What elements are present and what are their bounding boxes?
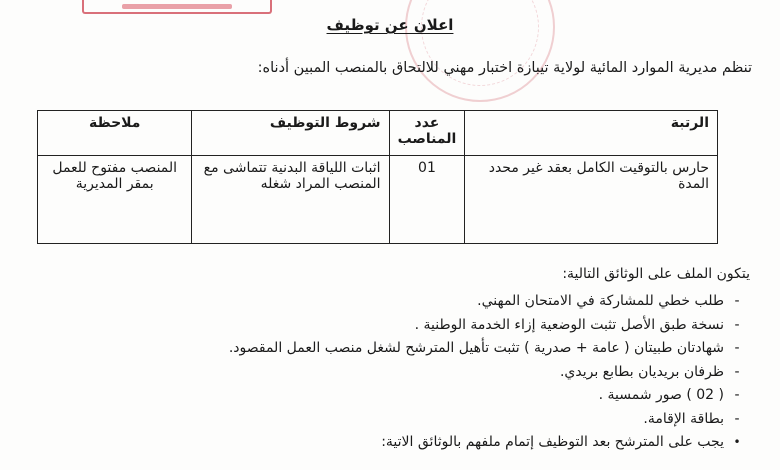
list-marker: - — [734, 316, 740, 333]
header-count: عدد المناصب — [389, 111, 465, 156]
list-item-text: ( 02 ) صور شمسية . — [598, 387, 724, 403]
cell-rank: حارس بالتوقيت الكامل بعقد غير محدد المدة — [465, 156, 718, 244]
list-marker: - — [734, 293, 740, 309]
list-item — [60, 361, 750, 385]
list-item-text: يجب على المترشح بعد التوظيف إتمام ملفهم بالوثائق الاتية: — [381, 434, 724, 450]
header-rank: الرتبة — [465, 111, 718, 156]
list-item — [60, 384, 750, 408]
cell-note: المنصب مفتوح للعمل بمقر المديرية — [38, 156, 192, 244]
list-marker: - — [734, 387, 740, 403]
positions-table — [37, 110, 718, 244]
list-item — [60, 431, 750, 455]
header-conditions: شروط التوظيف — [192, 111, 389, 156]
announcement-title-text: اعلان عن توظيف — [326, 16, 454, 34]
table-row — [38, 156, 718, 244]
red-stamp — [82, 0, 272, 14]
list-item-text: نسخة طبق الأصل تثبت الوضعية إزاء الخدمة الوطنية . — [414, 316, 724, 333]
list-marker: - — [734, 340, 740, 356]
list-item — [60, 337, 750, 361]
cell-conditions: اثبات اللياقة البدنية تتماشى مع المنصب المراد شغله — [192, 156, 389, 244]
list-item-text: طلب خطي للمشاركة في الامتحان المهني. — [477, 293, 724, 309]
list-item-text: بطاقة الإقامة. — [643, 410, 724, 427]
documents-lead: يتكون الملف على الوثائق التالية: — [562, 266, 750, 282]
list-item-text: شهادتان طبيتان ( عامة + صدرية ) تثبت تأهيل المترشح لشغل منصب العمل المقصود. — [228, 340, 724, 356]
list-marker: • — [733, 435, 741, 449]
announcement-title — [0, 16, 780, 34]
documents-list — [60, 290, 750, 455]
list-item — [60, 290, 750, 314]
intro-paragraph: تنظم مديرية الموارد المائية لولاية تيبازة اختبار مهني للالتحاق بالمنصب المبين أدناه: — [257, 60, 752, 76]
cell-count: 01 — [389, 156, 465, 244]
table-header-row — [38, 111, 718, 156]
list-item — [60, 408, 750, 432]
list-marker: - — [734, 363, 740, 380]
list-item — [60, 314, 750, 338]
list-item-text: ظرفان بريديان بطابع بريدي. — [559, 363, 724, 380]
header-note: ملاحظة — [38, 111, 192, 156]
list-marker: - — [734, 410, 740, 427]
